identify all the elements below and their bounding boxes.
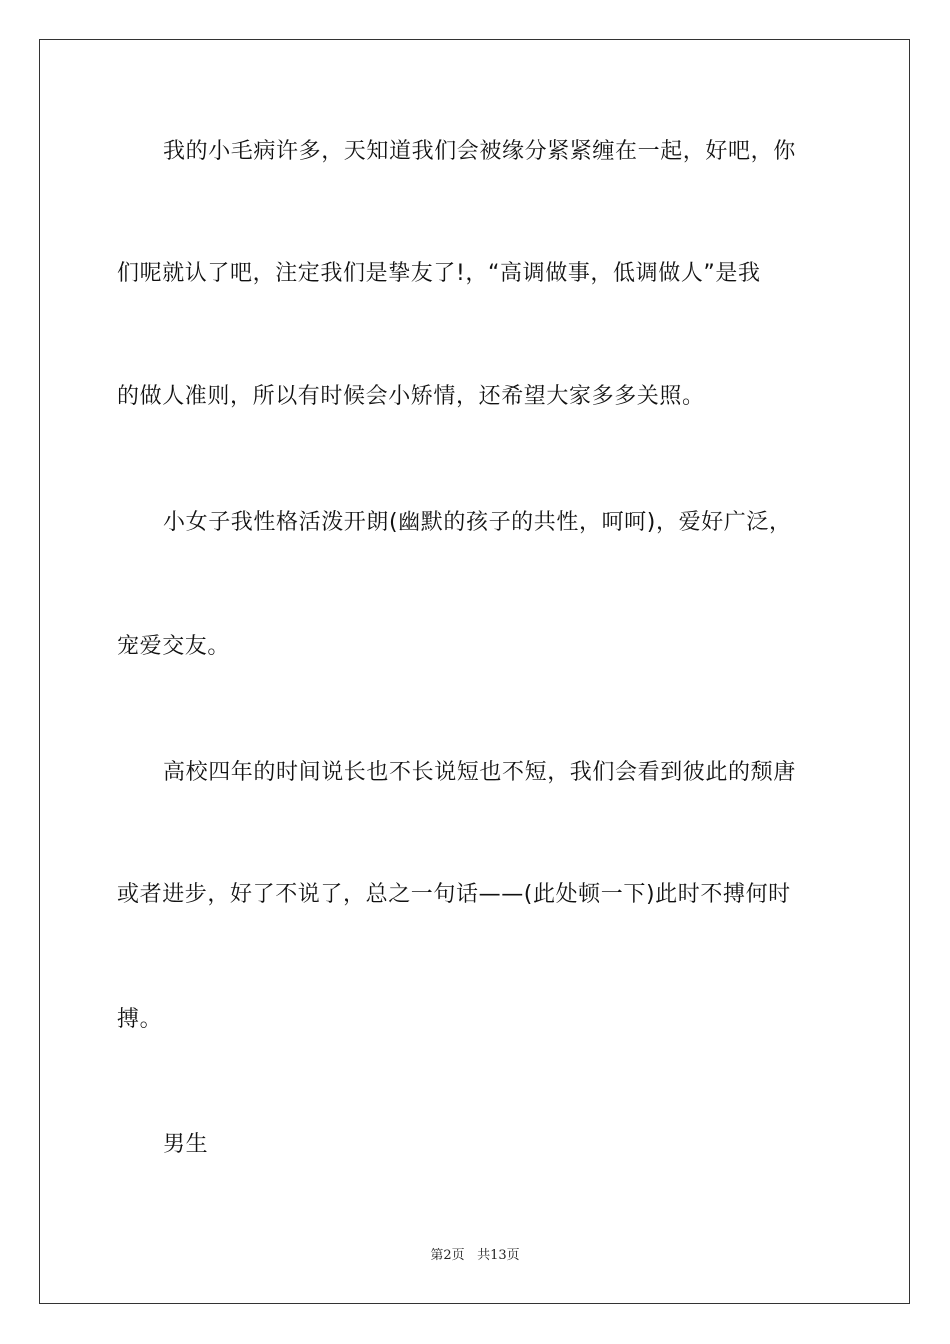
paragraph-1-line-3: 的做人准则，所以有时候会小矫情，还希望大家多多关照。 xyxy=(117,384,705,409)
paragraph-1-line-2: 们呢就认了吧，注定我们是挚友了!，“高调做事，低调做人”是我 xyxy=(117,261,761,286)
paragraph-3-line-2: 或者进步，好了不说了，总之一句话——(此处顿一下)此时不搏何时 xyxy=(117,882,791,907)
page-total: 共13页 xyxy=(477,1248,520,1263)
paragraph-2-line-1: 小女子我性格活泼开朗(幽默的孩子的共性，呵呵)，爱好广泛， xyxy=(163,510,792,535)
paragraph-2-line-2: 宠爱交友。 xyxy=(117,634,231,659)
paragraph-1-line-1: 我的小毛病许多，天知道我们会被缘分紧紧缠在一起，好吧，你 xyxy=(163,139,796,164)
paragraph-3-line-3: 搏。 xyxy=(117,1007,163,1032)
section-heading: 男生 xyxy=(163,1132,209,1157)
paragraph-3-line-1: 高校四年的时间说长也不长说短也不短，我们会看到彼此的颓唐 xyxy=(163,760,796,785)
page-border xyxy=(39,39,910,1304)
page-footer xyxy=(0,1247,950,1265)
page-number: 第2页 xyxy=(430,1248,465,1263)
